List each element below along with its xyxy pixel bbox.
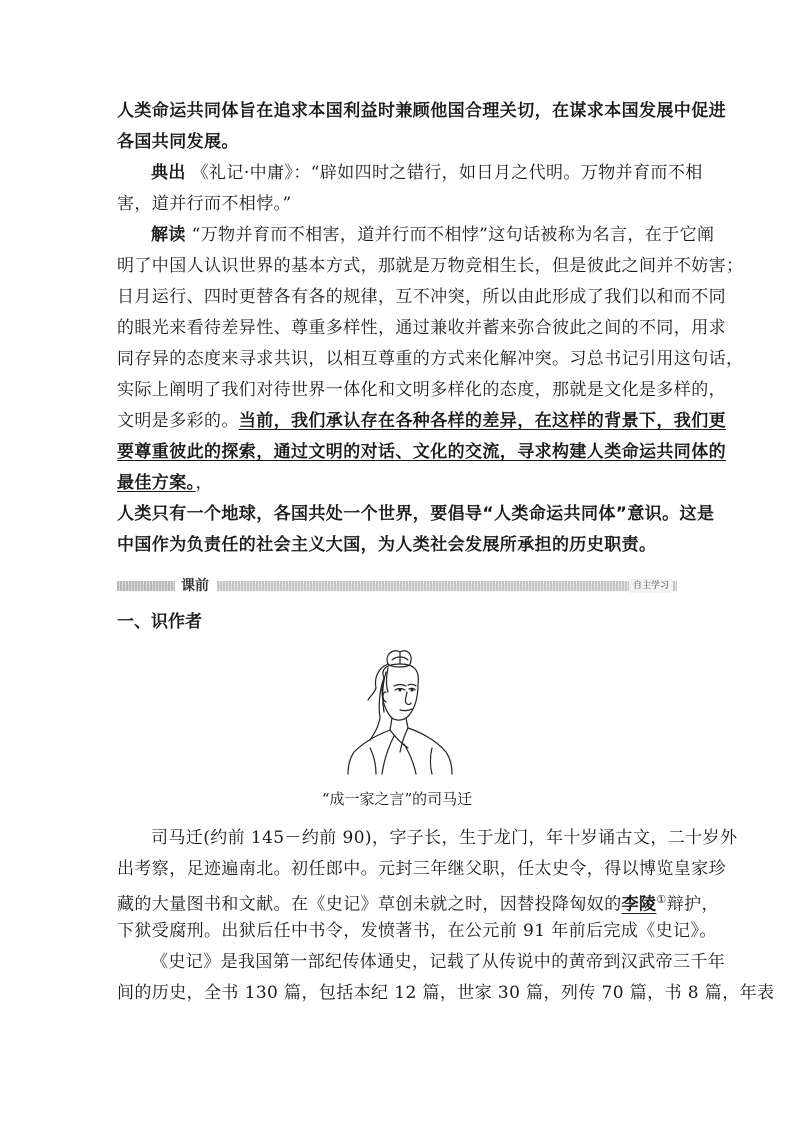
conclusion-line-1: 人类只有一个地球，各国共处一个世界，要倡导“人类命运共同体”意识。这是: [117, 504, 715, 524]
banner-bar-left: [117, 581, 175, 591]
underlined-key-sentence-2: 要尊重彼此的探索，通过文明的对话、文化的交流，寻求构建人类命运共同体的: [117, 442, 726, 462]
interpretation-line-7: [117, 410, 726, 432]
bio-line-3: [117, 889, 719, 916]
source-text-2: 害，道并行而不相悖。”: [117, 194, 292, 214]
source-paragraph: [151, 162, 703, 184]
conclusion-line-2: 中国作为负责任的社会主义大国，为人类社会发展所承担的历史职责。: [117, 535, 657, 555]
interpretation-text-1: “万物并育而不相害，道并行而不相悖”这句话被称为名言，在于它阐: [191, 225, 715, 245]
interpretation-line-9: [117, 472, 213, 494]
bio-line-1: 司马迁(约前 145－约前 90)，字子长，生于龙门，年十岁诵古文，二十岁外: [151, 828, 738, 848]
bio-line-2: 出考察，足迹遍南北。初任郎中。元封三年继父职，任太史令，得以博览皇家珍: [117, 859, 726, 879]
intro-line-2: 各国共同发展。: [117, 132, 239, 152]
interpretation-text-2: 明了中国人认识世界的基本方式，那就是万物竞相生长，但是彼此之间并不妨害；: [117, 256, 744, 276]
intro-line-1: 人类命运共同体旨在追求本国利益时兼顾他国合理关切，在谋求本国发展中促进: [117, 101, 726, 121]
sima-qian-portrait-illustration: [340, 648, 460, 776]
interpretation-text-3: 日月运行、四时更替各有各的规律，互不冲突，所以由此形成了我们以和而不同: [117, 287, 726, 307]
banner-title: 课前: [181, 578, 209, 594]
source-label: 典出: [151, 163, 186, 183]
interpretation-label: 解读: [151, 225, 186, 245]
banner-bar-right: [217, 581, 677, 591]
bio-line-3-pre: 藏的大量图书和文献。在《史记》草创未就之时，因替投降匈奴的: [117, 894, 622, 915]
source-text-1: 《礼记·中庸》：“辟如四时之错行，如日月之代明。万物并育而不相: [191, 163, 703, 183]
section-banner: [117, 577, 677, 595]
interpretation-text-4: 的眼光来看待差异性、尊重多样性，通过兼收并蓄来弥合彼此之间的不同，用求: [117, 318, 726, 338]
section-heading: 一、识作者: [117, 612, 202, 632]
banner-tag: 自主学习: [629, 579, 673, 593]
bio-line-4: 下狱受腐刑。出狱后任中书令，发愤著书，在公元前 91 年前后完成《史记》。: [117, 921, 717, 941]
interpretation-text-6: 实际上阐明了我们对待世界一体化和文明多样化的态度，那就是文化是多样的，: [117, 380, 726, 400]
interpretation-paragraph: [151, 224, 714, 246]
li-ling-annotated-name: 李陵: [621, 894, 657, 915]
bio-line-3-post: 辩护，: [666, 894, 719, 915]
shiji-line-1: 《史记》是我国第一部纪传体通史，记载了从传说中的黄帝到汉武帝三千年: [151, 952, 726, 972]
interpretation-text-5: 同存异的态度来寻求共识，以相互尊重的方式来化解冲突。习总书记引用这句话，: [117, 349, 744, 369]
footnote-marker: ①: [656, 893, 667, 906]
interpretation-tail: ，: [195, 473, 213, 493]
shiji-line-2: 间的历史，全书 130 篇，包括本纪 12 篇，世家 30 篇，列传 70 篇，书 8 篇，年表: [117, 983, 775, 1003]
interpretation-text-7: 文明是多彩的。: [117, 411, 239, 431]
underlined-key-sentence-1: 当前，我们承认存在各种各样的差异，在这样的背景下，我们更: [238, 411, 727, 431]
portrait-caption: “成一家之言”的司马迁: [321, 790, 473, 808]
underlined-key-sentence-3: 最佳方案。: [117, 473, 196, 493]
